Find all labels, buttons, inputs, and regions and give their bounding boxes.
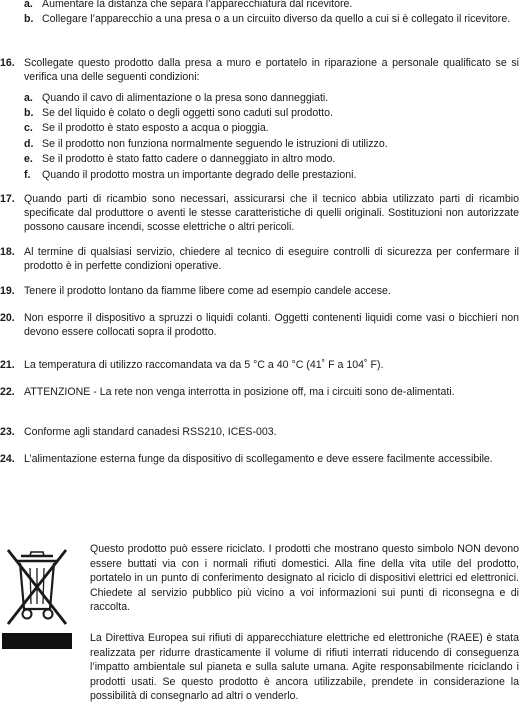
weee-directive-paragraph: La Direttiva Europea sui rifiuti di apparecchiature elettriche ed elettroniche (RAEE) è stata realizzata per ridurre drasticamente il volume di rifiuti interrati riducendo di conseguenza l’impatto ambientale sul pianeta e sulla salute umana. Agite responsabilmente riciclando i prodotti usati. Se questo prodotto è ancora utilizzabile, prendete in considerazione la possibilità di consegnarlo ad altri o venderlo. [90, 632, 519, 703]
item-16-sub-e [24, 153, 518, 166]
item-text: Conforme agli standard canadesi RSS210, ICES-003. [24, 426, 277, 438]
item-16-sub-c [24, 122, 518, 135]
item-marker: f. [24, 169, 31, 181]
item-16 [0, 56, 519, 84]
item-number: 22. [0, 386, 15, 398]
recycling-paragraph: Questo prodotto può essere riciclato. I prodotti che mostrano questo simbolo NON devono essere buttati via con i normali rifiuti domestici. Alla fine della vita utile del prodotto, portatelo in un punto di conferimento designato al riciclo di dispositivi elettrici ed elettronici. Chiedete al servizio pubblico più vicino a voi informazioni sui punti di riconsegna e di raccolta. [90, 543, 519, 614]
item-text: Quando parti di ricambio sono necessari, assicurarsi che il tecnico abbia utilizzato parti di ricambio specificate dal produttore o aventi le stesse caratteristiche di quelli originali. Sostituzioni non autorizzate possono causare incendi, scosse elettriche o altri pericoli. [24, 193, 519, 234]
item-text: ATTENZIONE - La rete non venga interrotta in posizione off, ma i circuiti sono de-alimentati. [24, 386, 455, 398]
item-marker: b. [24, 13, 34, 25]
item-text: Scollegate questo prodotto dalla presa a muro e portatelo in riparazione a personale qualificato se si verifica una delle seguenti condizioni: [24, 57, 519, 84]
item-text: Se il prodotto è stato esposto a acqua o pioggia. [42, 122, 269, 134]
item-marker: a. [24, 92, 33, 104]
item-text: Se del liquido è colato o degli oggetti sono caduti sul prodotto. [42, 107, 333, 119]
item-text: Non esporre il dispositivo a spruzzi o liquidi colanti. Oggetti contenenti liquidi come vasi o bicchieri non devono essere collocati sopra il prodotto. [24, 312, 519, 339]
item-24 [0, 452, 519, 466]
item-text: Collegare l’apparecchio a una presa o a un circuito diverso da quello a cui si è collegato il ricevitore. [42, 13, 511, 25]
item-text: Tenere il prodotto lontano da fiamme libere come ad esempio candele accese. [24, 285, 391, 297]
item-16-sub-d [24, 138, 518, 151]
weee-symbol [0, 536, 74, 666]
item-number: 19. [0, 285, 15, 297]
item-marker: b. [24, 107, 34, 119]
item-marker: a. [24, 0, 33, 10]
item-number: 18. [0, 246, 15, 258]
item-text: Aumentare la distanza che separa l’apparecchiatura dal ricevitore. [42, 0, 353, 10]
item-number: 23. [0, 426, 15, 438]
crossed-out-wheelie-bin-icon [2, 536, 72, 631]
item-20 [0, 311, 519, 339]
item-22 [0, 385, 519, 399]
weee-underline-bar [2, 633, 72, 649]
item-text: Quando il prodotto mostra un importante degrado delle prestazioni. [42, 169, 357, 181]
item-marker: c. [24, 122, 33, 134]
item-16-sub-b [24, 107, 518, 120]
intro-item-a [24, 0, 518, 11]
item-marker: d. [24, 138, 34, 150]
item-number: 20. [0, 312, 15, 324]
item-17 [0, 192, 519, 235]
item-23 [0, 425, 519, 439]
item-16-sub-f [24, 169, 518, 182]
intro-item-b [24, 13, 518, 26]
item-text: Al termine di qualsiasi servizio, chiedere al tecnico di eseguire controlli di sicurezza per confermare il prodotto è in perfette condizioni operative. [24, 246, 519, 273]
item-text: Se il prodotto non funziona normalmente seguendo le istruzioni di utilizzo. [42, 138, 388, 150]
item-number: 16. [0, 57, 15, 69]
item-text: La temperatura di utilizzo raccomandata va da 5 °C a 40 °C (41˚ F a 104˚ F). [24, 359, 384, 371]
item-21 [0, 358, 519, 372]
item-number: 24. [0, 453, 15, 465]
item-18 [0, 245, 519, 273]
item-number: 21. [0, 359, 15, 371]
item-text: Se il prodotto è stato fatto cadere o danneggiato in altro modo. [42, 153, 336, 165]
item-text: Quando il cavo di alimentazione o la presa sono danneggiati. [42, 92, 329, 104]
item-marker: e. [24, 153, 33, 165]
item-text: L’alimentazione esterna funge da dispositivo di scollegamento e deve essere facilmente accessibile. [24, 453, 493, 465]
item-16-sub-a [24, 92, 518, 105]
item-number: 17. [0, 193, 15, 205]
item-19 [0, 284, 519, 298]
